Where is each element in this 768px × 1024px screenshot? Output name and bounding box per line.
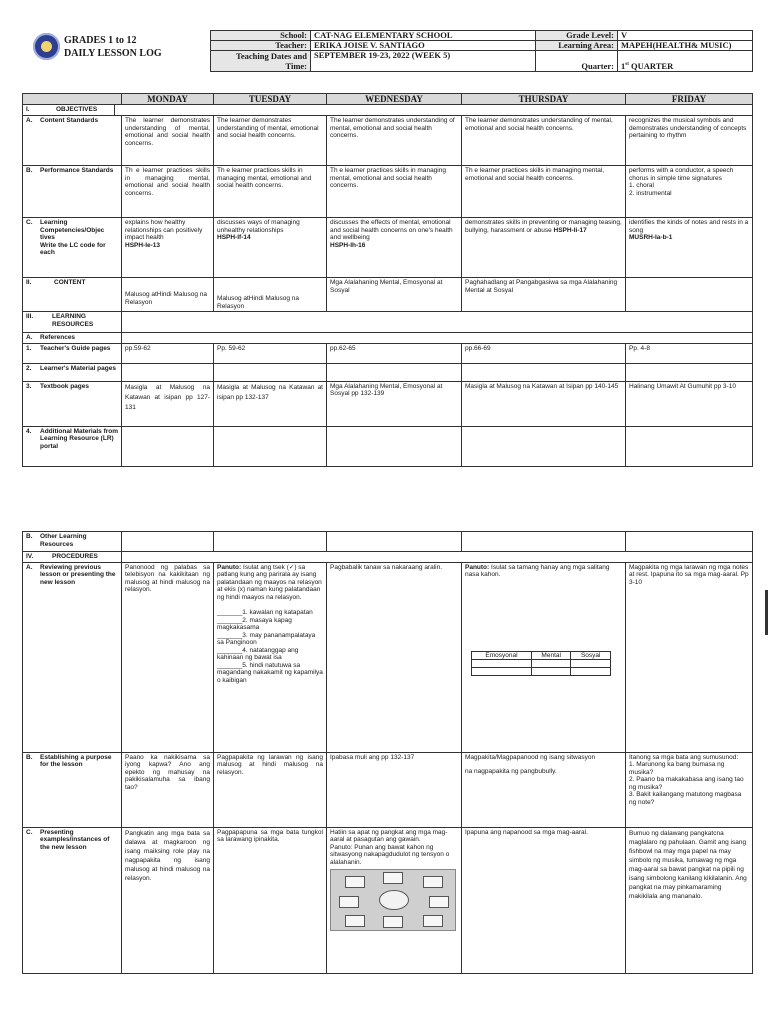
purpose-monday: Paano ka nakikisama sa iyong kapwa? Ano ang epekto ng mahusay na pakikisalamuha sa ibang tao? — [122, 752, 214, 827]
purpose-label: B. Establishing a purpose for the lesson — [23, 752, 122, 827]
objectives-row: I. OBJECTIVES — [23, 105, 753, 116]
area-label: Learning Area: — [536, 41, 618, 51]
category-table — [471, 651, 611, 677]
textbook-wednesday: Mga Alalahaning Mental, Emosyonal at Sosyal pp 132-139 — [327, 381, 462, 426]
teacher-value: ERIKA JOISE V. SANTIAGO — [311, 41, 536, 51]
presenting-monday: Pangkatin ang mga bata sa dalawa at magkaroon ng isang maiksing role play na nagpapakita ng isang malusog at hindi malusog na relasyon. — [122, 827, 214, 973]
textbook-friday: Halinang Umawit At Gumuhit pp 3-10 — [626, 381, 753, 426]
checklist-item: _______4. natatanggap ang kahinaan ng bawat isa — [217, 646, 299, 661]
tg-pages-wednesday: pp.62-65 — [327, 343, 462, 363]
checklist-item: _______2. masaya kapag magkakasama — [217, 616, 292, 631]
content-label: II. CONTENT — [23, 278, 122, 312]
reviewing-wednesday: Pagbabalik tanaw sa nakaraang aralin. — [327, 562, 462, 752]
reviewing-monday: Panonood ng palabas sa telebisyon na kakikitaan ng malusog at hindi malusog na relasyon. — [122, 562, 214, 752]
competencies-friday: identifies the kinds of notes and rests in a song MUSRH-Ia-b-1 — [626, 218, 753, 278]
school-label: School: — [211, 31, 311, 41]
resources-label: III. LEARNING RESOURCES — [23, 312, 122, 333]
checklist-item: _______3. may pananampalataya sa Panginoon — [217, 631, 316, 646]
content-standards-wednesday: The learner demonstrates understanding of mental, emotional and social health concerns. — [327, 116, 462, 166]
checklist-item: _______1. kawalan ng katapatan — [217, 609, 313, 616]
reviewing-friday: Magpakita ng mga larawan ng mga notes at rest. Ipapuna ito sa mga mag-aaral. Pp 3-10 — [626, 562, 753, 752]
content-friday — [626, 278, 753, 312]
textbook-tuesday: Masigla at Malusog na Katawan at isipan pp 132-137 — [214, 381, 327, 426]
content-standards-label: A. Content Standards — [23, 116, 122, 166]
content-standards-friday: recognizes the musical symbols and demonstrates understanding of concepts pertaining to rhythm — [626, 116, 753, 166]
quarter-label: Quarter: — [536, 61, 618, 72]
additional-materials-label: 4. Additional Materials from Learning Resource (LR) portal — [23, 426, 122, 466]
presenting-friday: Bumuo ng dalawang pangkatcna maglalaro ng pahulaan. Gamit ang isang fishbowl na may mga papel na may simbolo ng musika, tumawag ng mga mag-aaral sa bawat pangkat na pipili ng isang simbolong kanilang kikilalanin. Ang pangkat na may pinkamaraming makikilala ang mananalo. — [626, 827, 753, 973]
title-grades: GRADES 1 to 12 — [64, 35, 137, 46]
performance-standards-monday: Th e learner practices skills in managing mental, emotional and social health concerns. — [122, 166, 214, 218]
textbook-label: 3. Textbook pages — [23, 381, 122, 426]
presenting-thursday: Ipapuna ang napanood sa mga mag-aaral. — [462, 827, 626, 973]
competencies-wednesday: discusses the effects of mental, emotional and social health concerns on one's health and wellbeing HSPH-Ih-16 — [327, 218, 462, 278]
content-tuesday: Malusog atHindi Malusog na Relasyon — [214, 278, 327, 312]
purpose-tuesday: Pagpapakita ng larawan ng isang malusog at hindi malusog na relasyon. — [214, 752, 327, 827]
dates-label: Teaching Dates and Time: — [211, 51, 311, 72]
title-dll: DAILY LESSON LOG — [64, 48, 162, 59]
presenting-label: C. Presenting examples/instances of the new lesson — [23, 827, 122, 973]
procedures-label: IV. PROCEDURES — [23, 552, 122, 563]
content-wednesday: Mga Alalahaning Mental, Emosyonal at Sosyal — [327, 278, 462, 312]
content-standards-tuesday: The learner demonstrates understanding of mental, emotional and social health concerns. — [214, 116, 327, 166]
competencies-monday: explains how healthy relationships can positively impact health HSPH-Ie-13 — [122, 218, 214, 278]
tg-pages-monday: pp.59-62 — [122, 343, 214, 363]
tg-pages-friday: Pp. 4-8 — [626, 343, 753, 363]
competencies-label: C. Learning Competencies/Objec tives Write the LC code for each — [23, 218, 122, 278]
worksheet-diagram-image — [330, 869, 456, 931]
content-thursday: Paghahadlang at Pangabgasiwa sa mga Alalahaning Mental at Sosyal — [462, 278, 626, 312]
tg-pages-tuesday: Pp. 59-62 — [214, 343, 327, 363]
day-header-monday: MONDAY — [122, 94, 214, 105]
area-value: MAPEH(HEALTH& MUSIC) — [618, 41, 753, 51]
tg-pages-thursday: pp.66-69 — [462, 343, 626, 363]
day-header-tuesday: TUESDAY — [214, 94, 327, 105]
day-header-wednesday: WEDNESDAY — [327, 94, 462, 105]
procedures-table — [22, 531, 753, 974]
reviewing-tuesday: Panuto: Isulat ang tsek (✓) sa patlang kung ang parirala ay isang palatandaan ng maayos na relasyon at ekis (x) naman kung palatandaan ng hindi maayos na relasyon. _______1. kawalan ng katapatan _______2. masaya kapag magkakasama _______3. may pananampalataya sa Panginoon _______4. natatanggap ang kahinaan ng bawat isa _______5. hindi natutuwa sa magandang nakakamit ng kapamilya o kaibigan — [214, 562, 327, 752]
textbook-monday: Masigla at Malusog na Katawan at isipan pp 127-131 — [122, 381, 214, 426]
day-header-thursday: THURSDAY — [462, 94, 626, 105]
reviewing-label: A. Reviewing previous lesson or presenting the new lesson — [23, 562, 122, 752]
content-monday: Malusog atHindi Malusog na Relasyon — [122, 278, 214, 312]
teacher-label: Teacher: — [211, 41, 311, 51]
quarter-value: 1st QUARTER — [618, 61, 753, 72]
performance-standards-label: B. Performance Standards — [23, 166, 122, 218]
presenting-wednesday: Hatiin sa apat ng pangkat ang mga mag-aaral at pasagutan ang gawain. Panuto: Punan ang bawat kahon ng sitwasyong nakapagdudulot ng tensyon o alalahanin. — [327, 827, 462, 973]
category-sosyal: Sosyal — [571, 651, 611, 660]
tg-pages-label: 1. Teacher's Guide pages — [23, 343, 122, 363]
deped-seal-icon — [33, 33, 60, 60]
objectives-table — [22, 93, 753, 467]
presenting-tuesday: Pagpapapuna sa mga bata tungkol sa larawang ipinakita. — [214, 827, 327, 973]
header-info-table — [210, 30, 753, 72]
grade-value: V — [618, 31, 753, 41]
performance-standards-thursday: Th e learner practices skills in managing mental, emotional and social health concerns. — [462, 166, 626, 218]
performance-standards-friday: performs with a conductor, a speech chorus in simple time signatures 1. choral 2. instrumental — [626, 166, 753, 218]
other-resources-label: B. Other Learning Resources — [23, 532, 122, 552]
school-value: CAT-NAG ELEMENTARY SCHOOL — [311, 31, 536, 41]
reviewing-thursday: Panuto: Isulat sa tamang hanay ang mga salitang nasa kahon. Emosyonal Mental Sosyal — [462, 562, 626, 752]
checklist-item: _______5. hindi natutuwa sa magandang nakakamit ng kapamilya o kaibigan — [217, 661, 323, 684]
content-standards-thursday: The learner demonstrates understanding of mental, emotional and social health concerns. — [462, 116, 626, 166]
competencies-tuesday: discusses ways of managing unhealthy relationships HSPH-If-14 — [214, 218, 327, 278]
purpose-friday: Itanong sa mga bata ang sumusunod: 1. Marunong ka bang bumasa ng musika? 2. Paano ba makakabasa ang isang tao ng musika? 3. Bakit kailangang matutong magbasa ng note? — [626, 752, 753, 827]
purpose-wednesday: Ipabasa muli ang pp 132-137 — [327, 752, 462, 827]
references-label: A. References — [23, 333, 122, 344]
performance-standards-tuesday: Th e learner practices skills in managing mental, emotional and social health concerns. — [214, 166, 327, 218]
category-mental: Mental — [531, 651, 571, 660]
performance-standards-wednesday: Th e learner practices skills in managing mental, emotional and social health concerns. — [327, 166, 462, 218]
dates-value: SEPTEMBER 19-23, 2022 (WEEK 5) — [311, 51, 536, 72]
grade-label: Grade Level: — [536, 31, 618, 41]
day-header-friday: FRIDAY — [626, 94, 753, 105]
document-title — [64, 34, 162, 60]
competencies-thursday: demonstrates skills in preventing or managing teasing, bullying, harassment or abuse HSPH-Ii-17 — [462, 218, 626, 278]
textbook-thursday: Masigla at Malusog na Katawan at Isipan pp 140-145 — [462, 381, 626, 426]
content-standards-monday: The learner demonstrates understanding of mental, emotional and social health concerns. — [122, 116, 214, 166]
purpose-thursday: Magpakita/Magpapanood ng isang sitwasyon na nagpapakita ng pangbubully. — [462, 752, 626, 827]
lm-pages-label: 2. Learner's Material pages — [23, 363, 122, 381]
category-emosyonal: Emosyonal — [472, 651, 532, 660]
